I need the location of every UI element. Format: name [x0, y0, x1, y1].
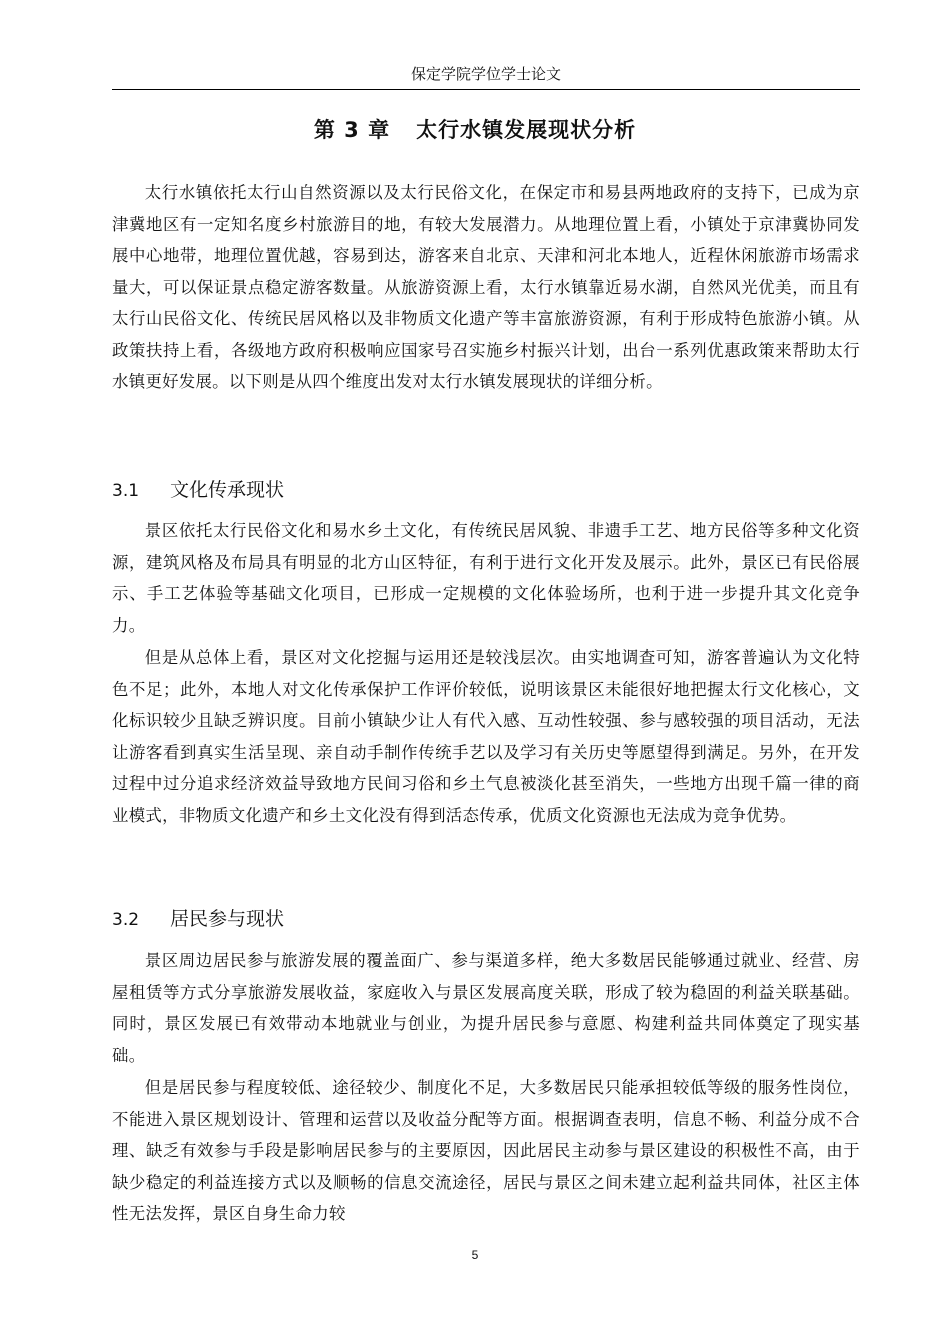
page-header — [112, 62, 860, 90]
section-title: 居民参与现状 — [170, 908, 285, 930]
chapter-title: 太行水镇发展现状分析 — [416, 118, 637, 142]
section-heading-3-1 — [112, 476, 860, 505]
section-heading-3-2 — [112, 905, 860, 934]
header-title: 保定学院学位学士论文 — [410, 65, 561, 83]
section-number: 3.2 — [112, 910, 140, 930]
body-paragraph: 景区周边居民参与旅游发展的覆盖面广、参与渠道多样，绝大多数居民能够通过就业、经营、房屋租赁等方式分享旅游发展收益，家庭收入与景区发展高度关联，形成了较为稳固的利益关联基础。同时，景区发展已有效带动本地就业与创业，为提升居民参与意愿、构建利益共同体奠定了现实基础。 — [112, 951, 860, 1065]
intro-paragraph: 太行水镇依托太行山自然资源以及太行民俗文化，在保定市和易县两地政府的支持下，已成为京津冀地区有一定知名度乡村旅游目的地，有较大发展潜力。从地理位置上看，小镇处于京津冀协同发展中心地带，地理位置优越，容易到达，游客来自北京、天津和河北本地人，近程休闲旅游市场需求量大，可以保证景点稳定游客数量。从旅游资源上看，太行水镇靠近易水湖，自然风光优美，而且有太行山民俗文化、传统民居风格以及非物质文化遗产等丰富旅游资源，有利于形成特色旅游小镇。从政策扶持上看，各级地方政府积极响应国家号召实施乡村振兴计划，出台一系列优惠政策来帮助太行水镇更好发展。以下则是从四个维度出发对太行水镇发展现状的详细分析。 — [112, 183, 860, 391]
page-number: 5 — [471, 1248, 479, 1262]
body-paragraph: 景区依托太行民俗文化和易水乡土文化，有传统民居风貌、非遗手工艺、地方民俗等多种文化资源，建筑风格及布局具有明显的北方山区特征，有利于进行文化开发及展示。此外，景区已有民俗展示、手工艺体验等基础文化项目，已形成一定规模的文化体验场所，也利于进一步提升其文化竞争力。 — [112, 521, 860, 635]
section-number: 3.1 — [112, 481, 140, 501]
body-paragraph: 但是居民参与程度较低、途径较少、制度化不足，大多数居民只能承担较低等级的服务性岗位，不能进入景区规划设计、管理和运营以及收益分配等方面。根据调查表明，信息不畅、利益分成不合理、缺乏有效参与手段是影响居民参与的主要原因，因此居民主动参与景区建设的积极性不高，由于缺少稳定的利益连接方式以及顺畅的信息交流途径，居民与景区之间未建立起利益共同体，社区主体性无法发挥，景区自身生命力较 — [112, 1078, 860, 1223]
chapter-heading — [0, 114, 950, 146]
section-title: 文化传承现状 — [170, 479, 285, 501]
body-paragraph: 但是从总体上看，景区对文化挖掘与运用还是较浅层次。由实地调查可知，游客普遍认为文化特色不足；此外，本地人对文化传承保护工作评价较低，说明该景区未能很好地把握太行文化核心，文化标识较少且缺乏辨识度。目前小镇缺少让人有代入感、互动性较强、参与感较强的项目活动，无法让游客看到真实生活呈现、亲自动手制作传统手艺以及学习有关历史等愿望得到满足。另外，在开发过程中过分追求经济效益导致地方民间习俗和乡土气息被淡化甚至消失，一些地方出现千篇一律的商业模式，非物质文化遗产和乡土文化没有得到活态传承，优质文化资源也无法成为竞争优势。 — [112, 648, 860, 825]
chapter-number: 第 3 章 — [313, 118, 391, 142]
